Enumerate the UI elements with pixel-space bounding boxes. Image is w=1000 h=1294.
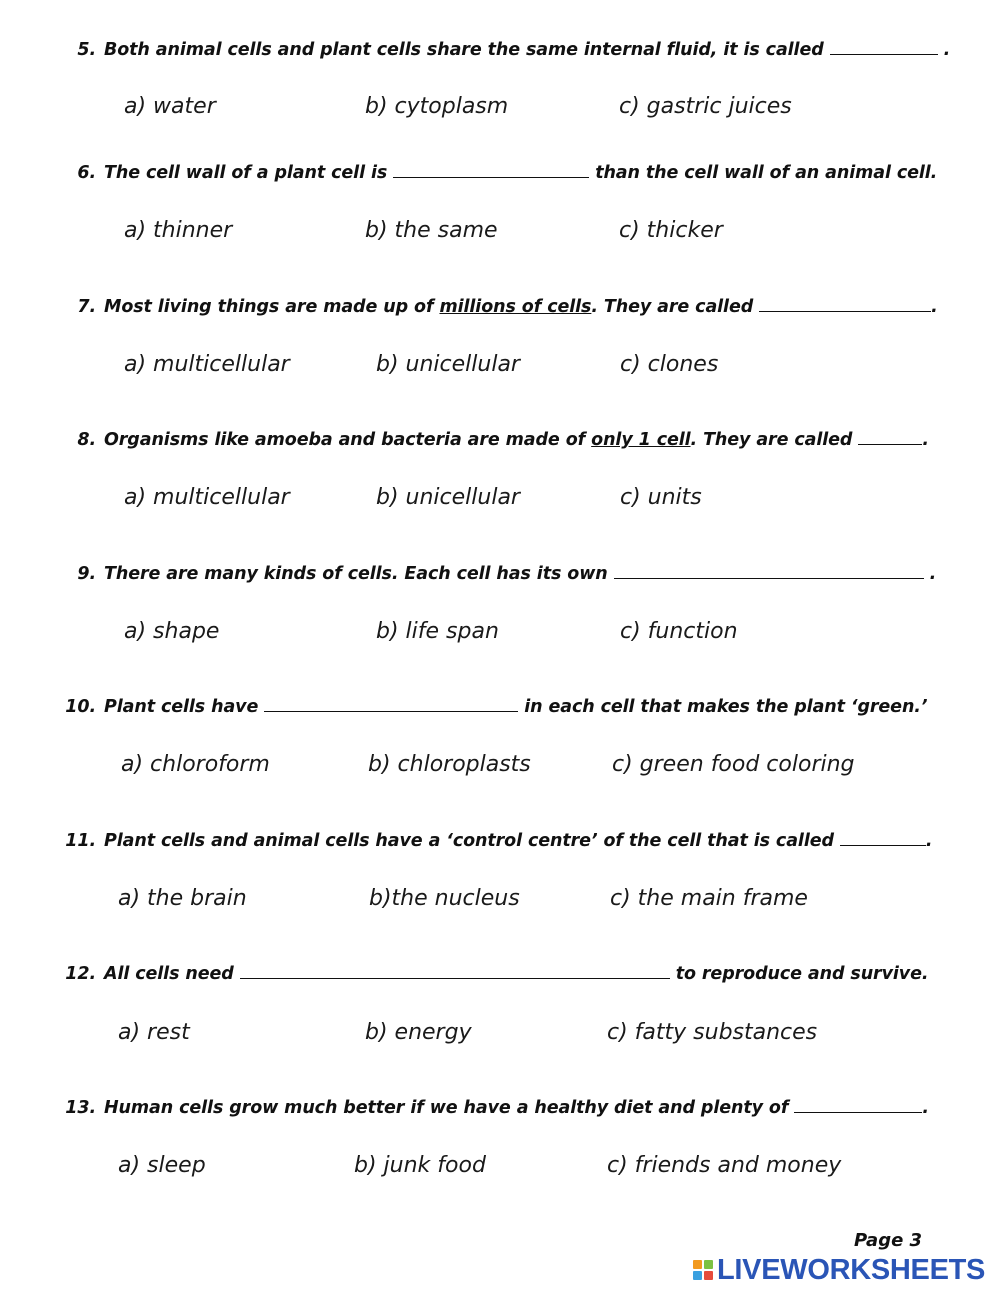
question-text: There are many kinds of cells. Each cell has its own [104, 564, 608, 584]
underlined-phrase: millions of cells [439, 297, 592, 317]
question-text-end: than the cell wall of an animal cell. [595, 163, 938, 183]
question-text-mid: . They are called [591, 297, 754, 317]
option-c[interactable]: c) function [620, 619, 738, 644]
option-b[interactable]: b) energy [365, 1020, 472, 1045]
question-text: Most living things are made up of [104, 297, 434, 317]
question-number: 11. [65, 831, 96, 851]
answer-blank[interactable] [264, 696, 518, 712]
question-7 [58, 296, 938, 317]
option-b[interactable]: b) chloroplasts [368, 752, 531, 777]
question-text-end: . [929, 564, 937, 584]
option-b[interactable]: b)the nucleus [369, 886, 520, 911]
option-c[interactable]: c) friends and money [607, 1153, 842, 1178]
question-9 [58, 563, 938, 584]
question-number: 6. [77, 163, 96, 183]
option-b[interactable]: b) junk food [354, 1153, 486, 1178]
option-c[interactable]: c) fatty substances [607, 1020, 818, 1045]
question-10 [58, 696, 938, 717]
underlined-phrase: only 1 cell [591, 430, 691, 450]
question-11 [58, 830, 938, 851]
option-a[interactable]: a) rest [118, 1020, 190, 1045]
option-b[interactable]: b) the same [365, 218, 498, 243]
question-number: 5. [77, 40, 96, 60]
option-c[interactable]: c) gastric juices [619, 94, 792, 119]
answer-blank[interactable] [794, 1097, 922, 1113]
question-13 [58, 1097, 938, 1118]
option-c[interactable]: c) the main frame [610, 886, 808, 911]
option-b[interactable]: b) unicellular [376, 485, 520, 510]
option-c[interactable]: c) units [620, 485, 702, 510]
answer-blank[interactable] [840, 830, 926, 846]
question-text-mid: . They are called [690, 430, 853, 450]
question-8 [58, 429, 938, 450]
question-text: Human cells grow much better if we have a healthy diet and plenty of [104, 1098, 789, 1118]
answer-blank[interactable] [393, 162, 589, 178]
option-b[interactable]: b) unicellular [376, 352, 520, 377]
logo-text: LIVEWORKSHEETS [717, 1253, 986, 1286]
answer-blank[interactable] [858, 429, 922, 445]
option-c[interactable]: c) clones [620, 352, 719, 377]
question-number: 13. [65, 1098, 96, 1118]
question-text-end: . [922, 430, 929, 450]
option-a[interactable]: a) water [124, 94, 216, 119]
question-text: All cells need [104, 964, 234, 984]
option-a[interactable]: a) multicellular [124, 485, 290, 510]
question-text: Both animal cells and plant cells share the same internal fluid, it is called [104, 40, 824, 60]
question-text-end: . [931, 297, 938, 317]
answer-blank[interactable] [240, 963, 670, 979]
question-text: Plant cells and animal cells have a ‘control centre’ of the cell that is called [104, 831, 834, 851]
logo-block [704, 1271, 713, 1280]
question-text-end: . [925, 831, 933, 851]
question-text: Organisms like amoeba and bacteria are made of [104, 430, 586, 450]
liveworksheets-logo[interactable] [693, 1254, 985, 1286]
question-text-end: . [922, 1098, 929, 1118]
logo-block [693, 1271, 702, 1280]
answer-blank[interactable] [830, 39, 938, 55]
answer-blank[interactable] [614, 563, 924, 579]
question-number: 8. [77, 430, 96, 450]
option-a[interactable]: a) chloroform [121, 752, 270, 777]
answer-blank[interactable] [759, 296, 931, 312]
question-text: Plant cells have [104, 697, 259, 717]
question-number: 10. [65, 697, 96, 717]
logo-blocks-icon [693, 1260, 713, 1280]
question-6 [58, 162, 938, 183]
question-text-end: to reproduce and survive. [675, 964, 929, 984]
logo-block [704, 1260, 713, 1269]
question-number: 9. [77, 564, 96, 584]
question-number: 12. [65, 964, 96, 984]
option-c[interactable]: c) green food coloring [612, 752, 855, 777]
question-text: The cell wall of a plant cell is [104, 163, 388, 183]
option-b[interactable]: b) cytoplasm [365, 94, 509, 119]
question-12 [58, 963, 938, 984]
option-a[interactable]: a) thinner [124, 218, 233, 243]
option-a[interactable]: a) the brain [118, 886, 247, 911]
option-a[interactable]: a) shape [124, 619, 220, 644]
page-number: Page 3 [854, 1230, 923, 1251]
question-text-end: . [943, 40, 951, 60]
question-5 [58, 39, 951, 60]
option-b[interactable]: b) life span [376, 619, 499, 644]
logo-block [693, 1260, 702, 1269]
question-text-end: in each cell that makes the plant ‘green.’ [524, 697, 928, 717]
option-c[interactable]: c) thicker [619, 218, 723, 243]
question-number: 7. [77, 297, 96, 317]
option-a[interactable]: a) sleep [118, 1153, 206, 1178]
option-a[interactable]: a) multicellular [124, 352, 290, 377]
